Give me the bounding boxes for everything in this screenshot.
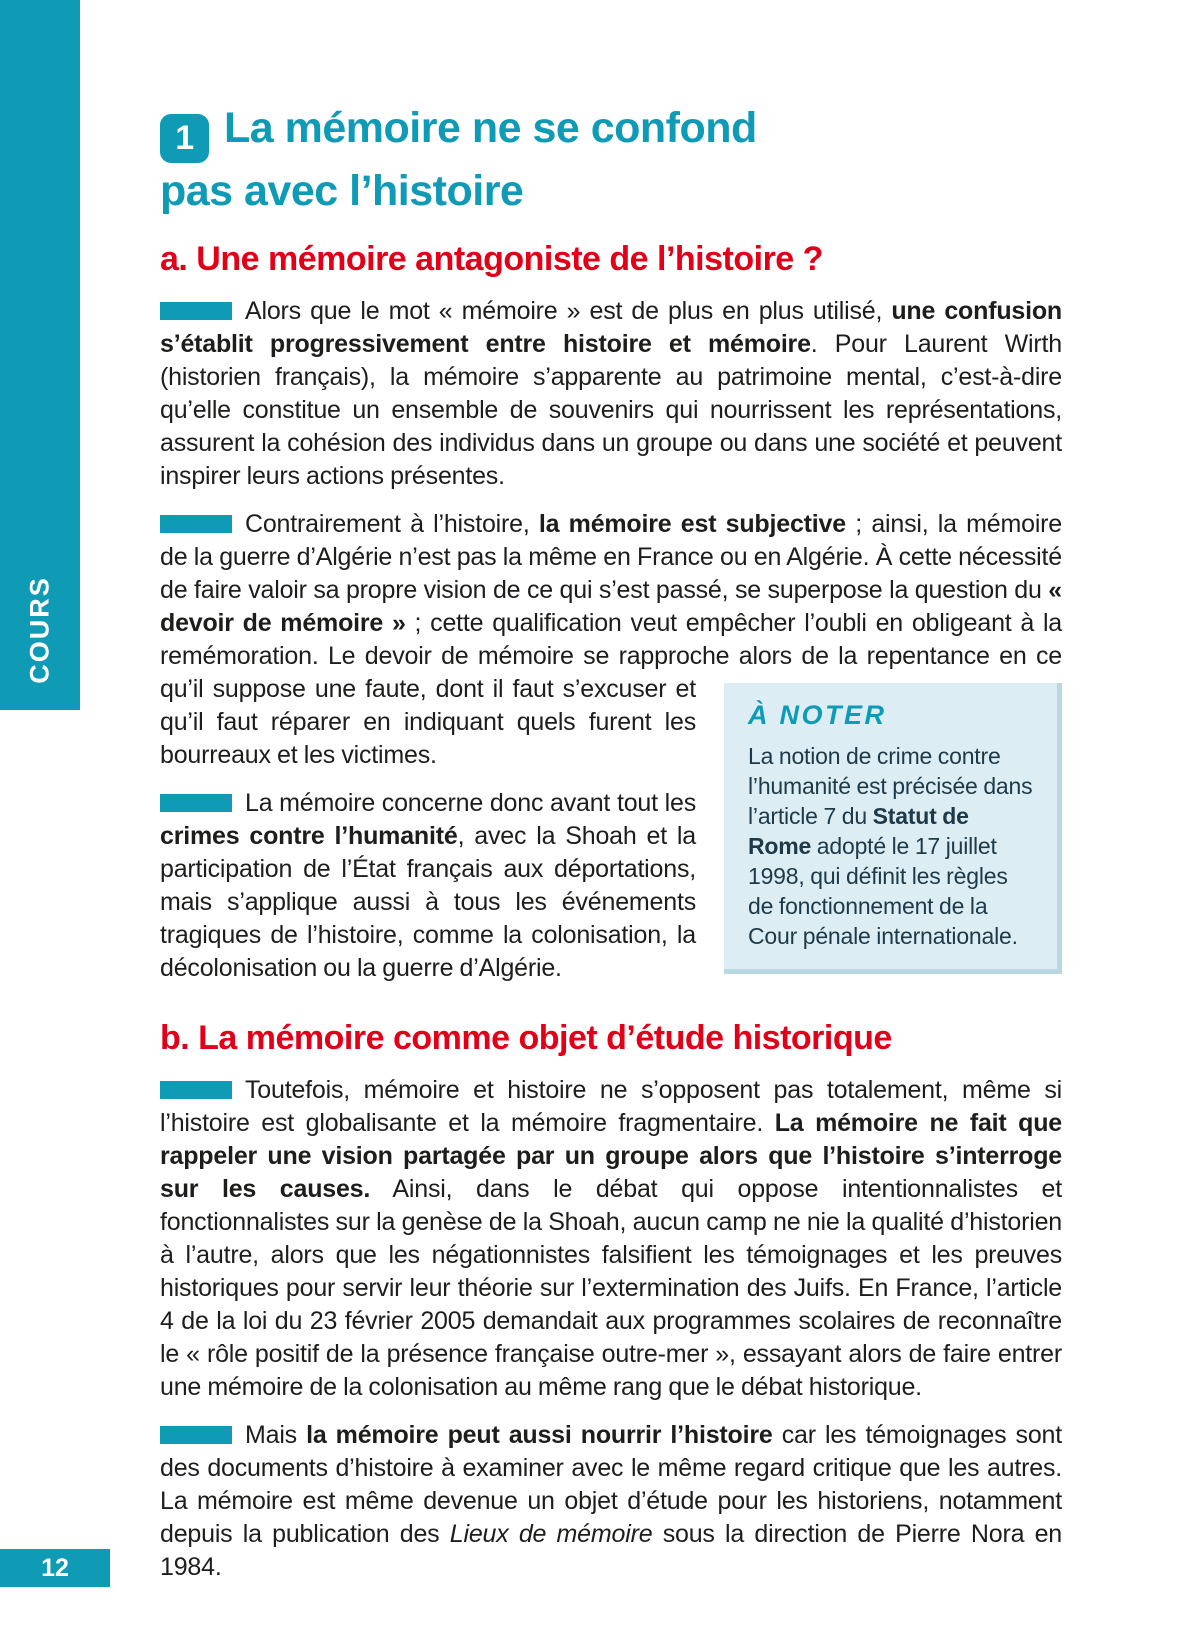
section-title <box>160 0 1062 220</box>
paragraph-4 <box>160 1074 1062 1404</box>
paragraph-marker-icon <box>160 515 232 533</box>
paragraph-5-text: Mais la mémoire peut aussi nourrir l’histoire car les témoignages sont des documents d’histoire à examiner avec le même regard critique que les autres. La mémoire est même devenue un objet d’étude pour les historiens, notamment depuis la publication des Lieux de mémoire sous la direction de Pierre Nora en 1984. <box>160 1421 1062 1581</box>
paragraph-2-text-before-note: Contrairement à l’histoire, la mémoire est subjective ; ainsi, la mémoire de la guerre d’Algérie n’est pas la même en France ou en Algérie. À cette nécessité de faire valoir sa propre vision de ce qui s’est passé, se superpose la question du « devoir de mémoire » ; cette qualification veut empêcher l’oubli en obligeant à la remémoration. Le devoir de mémoire se rapproche alors de la repentance en <box>160 510 1063 670</box>
paragraph-2-text-after-note: ce qu’il suppose une faute, dont il faut s’excuser et qu’il faut réparer en indiquant quels furent les bourreaux et les victimes. <box>160 642 1062 769</box>
paragraph-marker-icon <box>160 302 232 320</box>
section-number-badge: 1 <box>160 114 209 163</box>
paragraph-5 <box>160 1419 1062 1584</box>
note-box <box>724 683 1062 974</box>
page-number: 12 <box>41 1553 69 1582</box>
paragraph-marker-icon <box>160 794 232 812</box>
paragraph-3-text: La mémoire concerne donc avant tout les crimes contre l’humanité, avec la Shoah et la participation de l’État français aux déportations, mais s’applique aussi à tous les événements tragiques de l’histoire, comme la colonisation, la décolonisation ou la guerre d’Algérie. <box>160 789 696 982</box>
subsection-b-heading: b. La mémoire comme objet d’étude historique <box>160 1019 892 1057</box>
paragraph-marker-icon <box>160 1081 232 1099</box>
paragraph-1-text: Alors que le mot « mémoire » est de plus en plus utilisé, une confusion s’établit progressivement entre histoire et mémoire. Pour Laurent Wirth (historien français), la mémoire s’apparente au patrimoine mental, c’est-à-dire qu’elle constitue un ensemble de souvenirs qui nourrissent les représentations, assurent la cohésion des individus dans un groupe ou dans une société et peuvent inspirer leurs actions présentes. <box>160 297 1062 490</box>
sidebar-tab-cours <box>0 0 80 710</box>
sidebar-label: COURS <box>24 576 55 684</box>
note-body: La notion de crime contre l’humanité est précisée dans l’article 7 du Statut de Rome adopté le 17 juillet 1998, qui définit les règles de fonctionnement de la Cour pénale internationale. <box>748 743 1033 949</box>
note-title: À NOTER <box>748 700 887 730</box>
paragraph-1 <box>160 295 1062 493</box>
section-title-line1: La mémoire ne se confond <box>224 104 757 152</box>
page-number-badge <box>0 1549 110 1587</box>
subsection-a-heading: a. Une mémoire antagoniste de l’histoire ? <box>160 240 823 278</box>
content-column <box>160 0 1062 1584</box>
paragraph-4-text: Toutefois, mémoire et histoire ne s’opposent pas totalement, même si l’histoire est globalisante et la mémoire fragmentaire. La mémoire ne fait que rappeler une vision partagée par un groupe alors que l’histoire s’interroge sur les causes. Ainsi, dans le débat qui oppose intentionnalistes et fonctionnalistes sur la genèse de la Shoah, aucun camp ne nie la qualité d’historien à l’autre, alors que les négationnistes falsifient les témoignages et les preuves historiques pour servir leur théorie sur l’extermination des Juifs. En France, l’article 4 de la loi du 23 février 2005 demandait aux programmes scolaires de reconnaître le « rôle positif de la présence française outre-mer », essayant alors de faire entrer une mémoire de la colonisation au même rang que le débat historique. <box>160 1076 1062 1401</box>
paragraph-marker-icon <box>160 1426 232 1444</box>
section-title-line2: pas avec l’histoire <box>160 167 524 215</box>
